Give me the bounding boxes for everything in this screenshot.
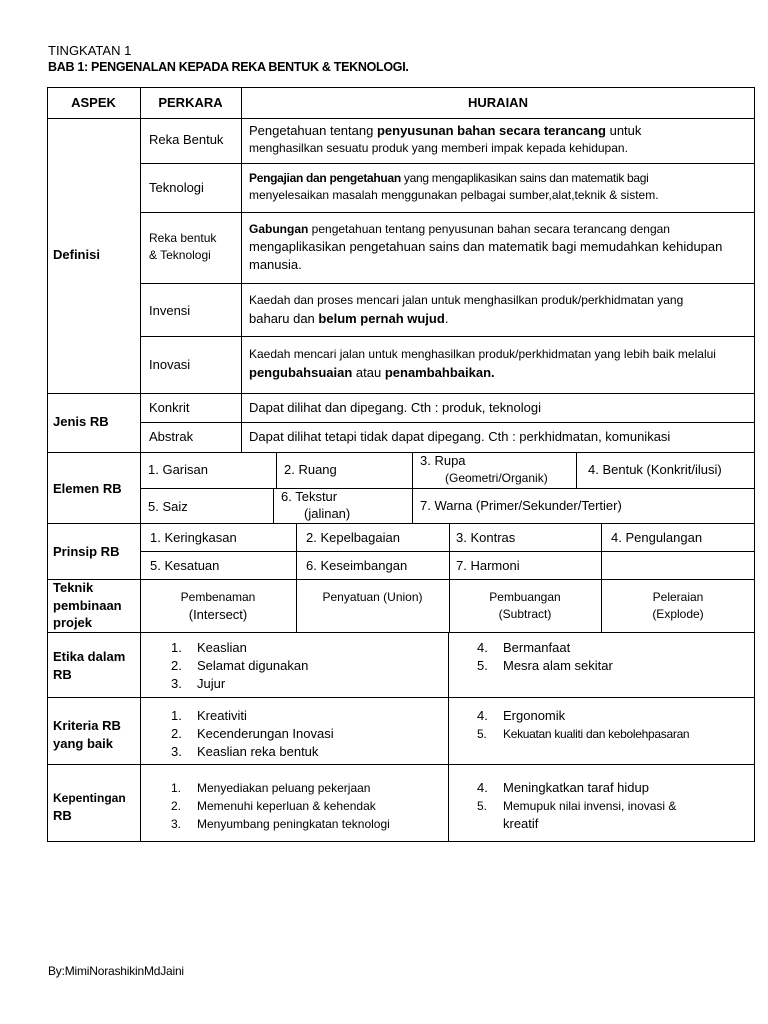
prinsip-keringkasan: 1. Keringkasan — [150, 530, 237, 545]
huraian-invensi-2: baharu dan belum pernah wujud. — [249, 311, 449, 326]
elemen-rupa-2: (Geometri/Organik) — [445, 471, 548, 485]
list-item: 2. Kecenderungan Inovasi — [171, 726, 334, 741]
divider — [140, 283, 755, 284]
divider — [448, 632, 449, 842]
divider — [412, 452, 413, 523]
perkara-abstrak: Abstrak — [149, 429, 194, 444]
perkara-invensi: Invensi — [149, 303, 191, 318]
elemen-rupa: 3. Rupa — [420, 453, 466, 468]
divider — [47, 452, 755, 453]
divider — [140, 163, 755, 164]
aspek-teknik-2: pembinaan — [53, 598, 122, 613]
divider — [576, 452, 577, 488]
prinsip-kepelbagaian: 2. Kepelbagaian — [306, 530, 400, 545]
aspek-jenis-rb: Jenis RB — [53, 414, 109, 429]
divider — [47, 632, 755, 633]
aspek-prinsip-rb: Prinsip RB — [53, 544, 120, 559]
column-header-huraian: HURAIAN — [468, 95, 528, 110]
aspek-kriteria-2: yang baik — [53, 736, 113, 751]
huraian-teknologi: Pengajian dan pengetahuan yang mengaplikasikan sains dan matematik bagi — [249, 171, 649, 185]
divider — [140, 551, 755, 552]
divider — [140, 422, 755, 423]
aspek-kepentingan: Kepentingan — [53, 791, 126, 805]
list-item: 1. Kreativiti — [171, 708, 247, 723]
elemen-tekstur: 6. Tekstur — [281, 489, 338, 504]
divider — [47, 393, 755, 394]
etika-right-list — [477, 639, 613, 675]
teknik-pembuangan: Pembuangan — [489, 590, 561, 604]
divider — [47, 118, 755, 119]
aspek-teknik-3: projek — [53, 615, 93, 630]
divider — [276, 452, 277, 488]
elemen-warna: 7. Warna (Primer/Sekunder/Tertier) — [420, 498, 622, 513]
divider — [601, 579, 602, 632]
prinsip-pengulangan: 4. Pengulangan — [611, 530, 703, 545]
column-header-perkara: PERKARA — [158, 95, 223, 110]
list-item: 4. Bermanfaat — [477, 640, 571, 655]
elemen-garisan: 1. Garisan — [148, 462, 208, 477]
huraian-teknologi-2: menyelesaikan masalah menggunakan pelbagai sumber,alat,teknik & sistem. — [249, 188, 659, 202]
list-item: 4. Ergonomik — [477, 708, 566, 723]
list-item: 1. Keaslian — [171, 640, 247, 655]
divider — [140, 87, 141, 842]
prinsip-harmoni: 7. Harmoni — [456, 558, 520, 573]
divider — [47, 697, 755, 698]
divider — [47, 523, 755, 524]
list-item: 5. Memupuk nilai invensi, inovasi & — [477, 799, 677, 813]
prinsip-keseimbangan: 6. Keseimbangan — [306, 558, 408, 573]
list-item: 4. Meningkatkan taraf hidup — [477, 780, 649, 795]
aspek-kriteria: Kriteria RB — [53, 718, 121, 733]
aspek-teknik: Teknik — [53, 580, 94, 595]
divider — [140, 336, 755, 337]
elemen-saiz: 5. Saiz — [148, 499, 188, 514]
perkara-teknologi: Teknologi — [149, 180, 204, 195]
huraian-abstrak: Dapat dilihat tetapi tidak dapat dipegang. Cth : perkhidmatan, komunikasi — [249, 429, 671, 444]
list-item: 3. Keaslian reka bentuk — [171, 744, 319, 759]
perkara-reka-bentuk: Reka Bentuk — [149, 132, 224, 147]
teknik-pembenaman: Pembenaman — [180, 590, 256, 604]
aspek-definisi: Definisi — [53, 247, 100, 262]
list-item: 3. Jujur — [171, 676, 226, 691]
teknik-pembuangan-2: (Subtract) — [498, 607, 552, 621]
aspek-etika: Etika dalam — [53, 649, 126, 664]
aspek-elemen-rb: Elemen RB — [53, 481, 122, 496]
list-item: 5. Kekuatan kualiti dan kebolehpasaran — [477, 727, 690, 741]
divider — [140, 212, 755, 213]
list-item: kreatif — [503, 816, 539, 831]
list-item: 1. Menyediakan peluang pekerjaan — [171, 781, 371, 795]
list-item: 2. Memenuhi keperluan & kehendak — [171, 799, 376, 813]
huraian-invensi: Kaedah dan proses mencari jalan untuk menghasilkan produk/perkhidmatan yang — [249, 293, 684, 307]
aspek-kepentingan-2: RB — [53, 808, 72, 823]
divider — [601, 523, 602, 579]
elemen-bentuk: 4. Bentuk (Konkrit/ilusi) — [588, 462, 722, 477]
teknik-pembenaman-2: (Intersect) — [188, 607, 248, 622]
divider — [449, 579, 450, 632]
divider — [140, 488, 755, 489]
huraian-inovasi: Kaedah mencari jalan untuk menghasilkan produk/perkhidmatan yang lebih baik melalui — [249, 347, 716, 361]
divider — [449, 523, 450, 579]
huraian-konkrit: Dapat dilihat dan dipegang. Cth : produk, teknologi — [249, 400, 541, 415]
page-subheader: TINGKATAN 1 — [48, 43, 132, 58]
kriteria-left-list — [171, 707, 334, 761]
huraian-reka-bentuk: Pengetahuan tentang penyusunan bahan secara terancang untuk — [249, 123, 642, 138]
huraian-reka-bentuk-2: menghasilkan sesuatu produk yang memberi impak kepada kehidupan. — [249, 141, 628, 155]
teknik-peleraian: Peleraian — [652, 590, 704, 604]
huraian-inovasi-2: pengubahsuaian atau penambahbaikan. — [249, 365, 495, 380]
elemen-tekstur-2: (jalinan) — [304, 506, 351, 521]
list-item: 2. Selamat digunakan — [171, 658, 309, 673]
footer-author: By:MimiNorashikinMdJaini — [48, 964, 184, 978]
huraian-gabungan-3: manusia. — [249, 257, 302, 272]
divider — [47, 579, 755, 580]
perkara-inovasi: Inovasi — [149, 357, 191, 372]
column-header-aspek: ASPEK — [71, 95, 116, 110]
list-item: 5. Mesra alam sekitar — [477, 658, 613, 673]
kriteria-right-list — [477, 707, 689, 743]
perkara-reka-bentuk-teknologi-2: & Teknologi — [149, 248, 211, 262]
divider — [273, 488, 274, 523]
kepentingan-left-list — [171, 779, 390, 833]
perkara-konkrit: Konkrit — [149, 400, 190, 415]
list-item: 3. Menyumbang peningkatan teknologi — [171, 817, 390, 831]
divider — [296, 579, 297, 632]
page-title: BAB 1: PENGENALAN KEPADA REKA BENTUK & TEKNOLOGI. — [48, 60, 409, 74]
perkara-reka-bentuk-teknologi: Reka bentuk — [149, 231, 217, 245]
divider — [296, 523, 297, 579]
aspek-etika-2: RB — [53, 667, 72, 682]
divider — [241, 87, 242, 452]
teknik-penyatuan: Penyatuan (Union) — [322, 590, 423, 604]
prinsip-kesatuan: 5. Kesatuan — [150, 558, 220, 573]
prinsip-kontras: 3. Kontras — [456, 530, 516, 545]
huraian-gabungan: Gabungan pengetahuan tentang penyusunan bahan secara terancang dengan — [249, 222, 670, 236]
kepentingan-right-list — [477, 779, 676, 833]
elemen-ruang: 2. Ruang — [284, 462, 337, 477]
huraian-gabungan-2: mengaplikasikan pengetahuan sains dan matematik bagi memudahkan kehidupan — [249, 239, 723, 254]
divider — [47, 764, 755, 765]
etika-left-list — [171, 639, 308, 693]
teknik-peleraian-2: (Explode) — [652, 607, 704, 621]
